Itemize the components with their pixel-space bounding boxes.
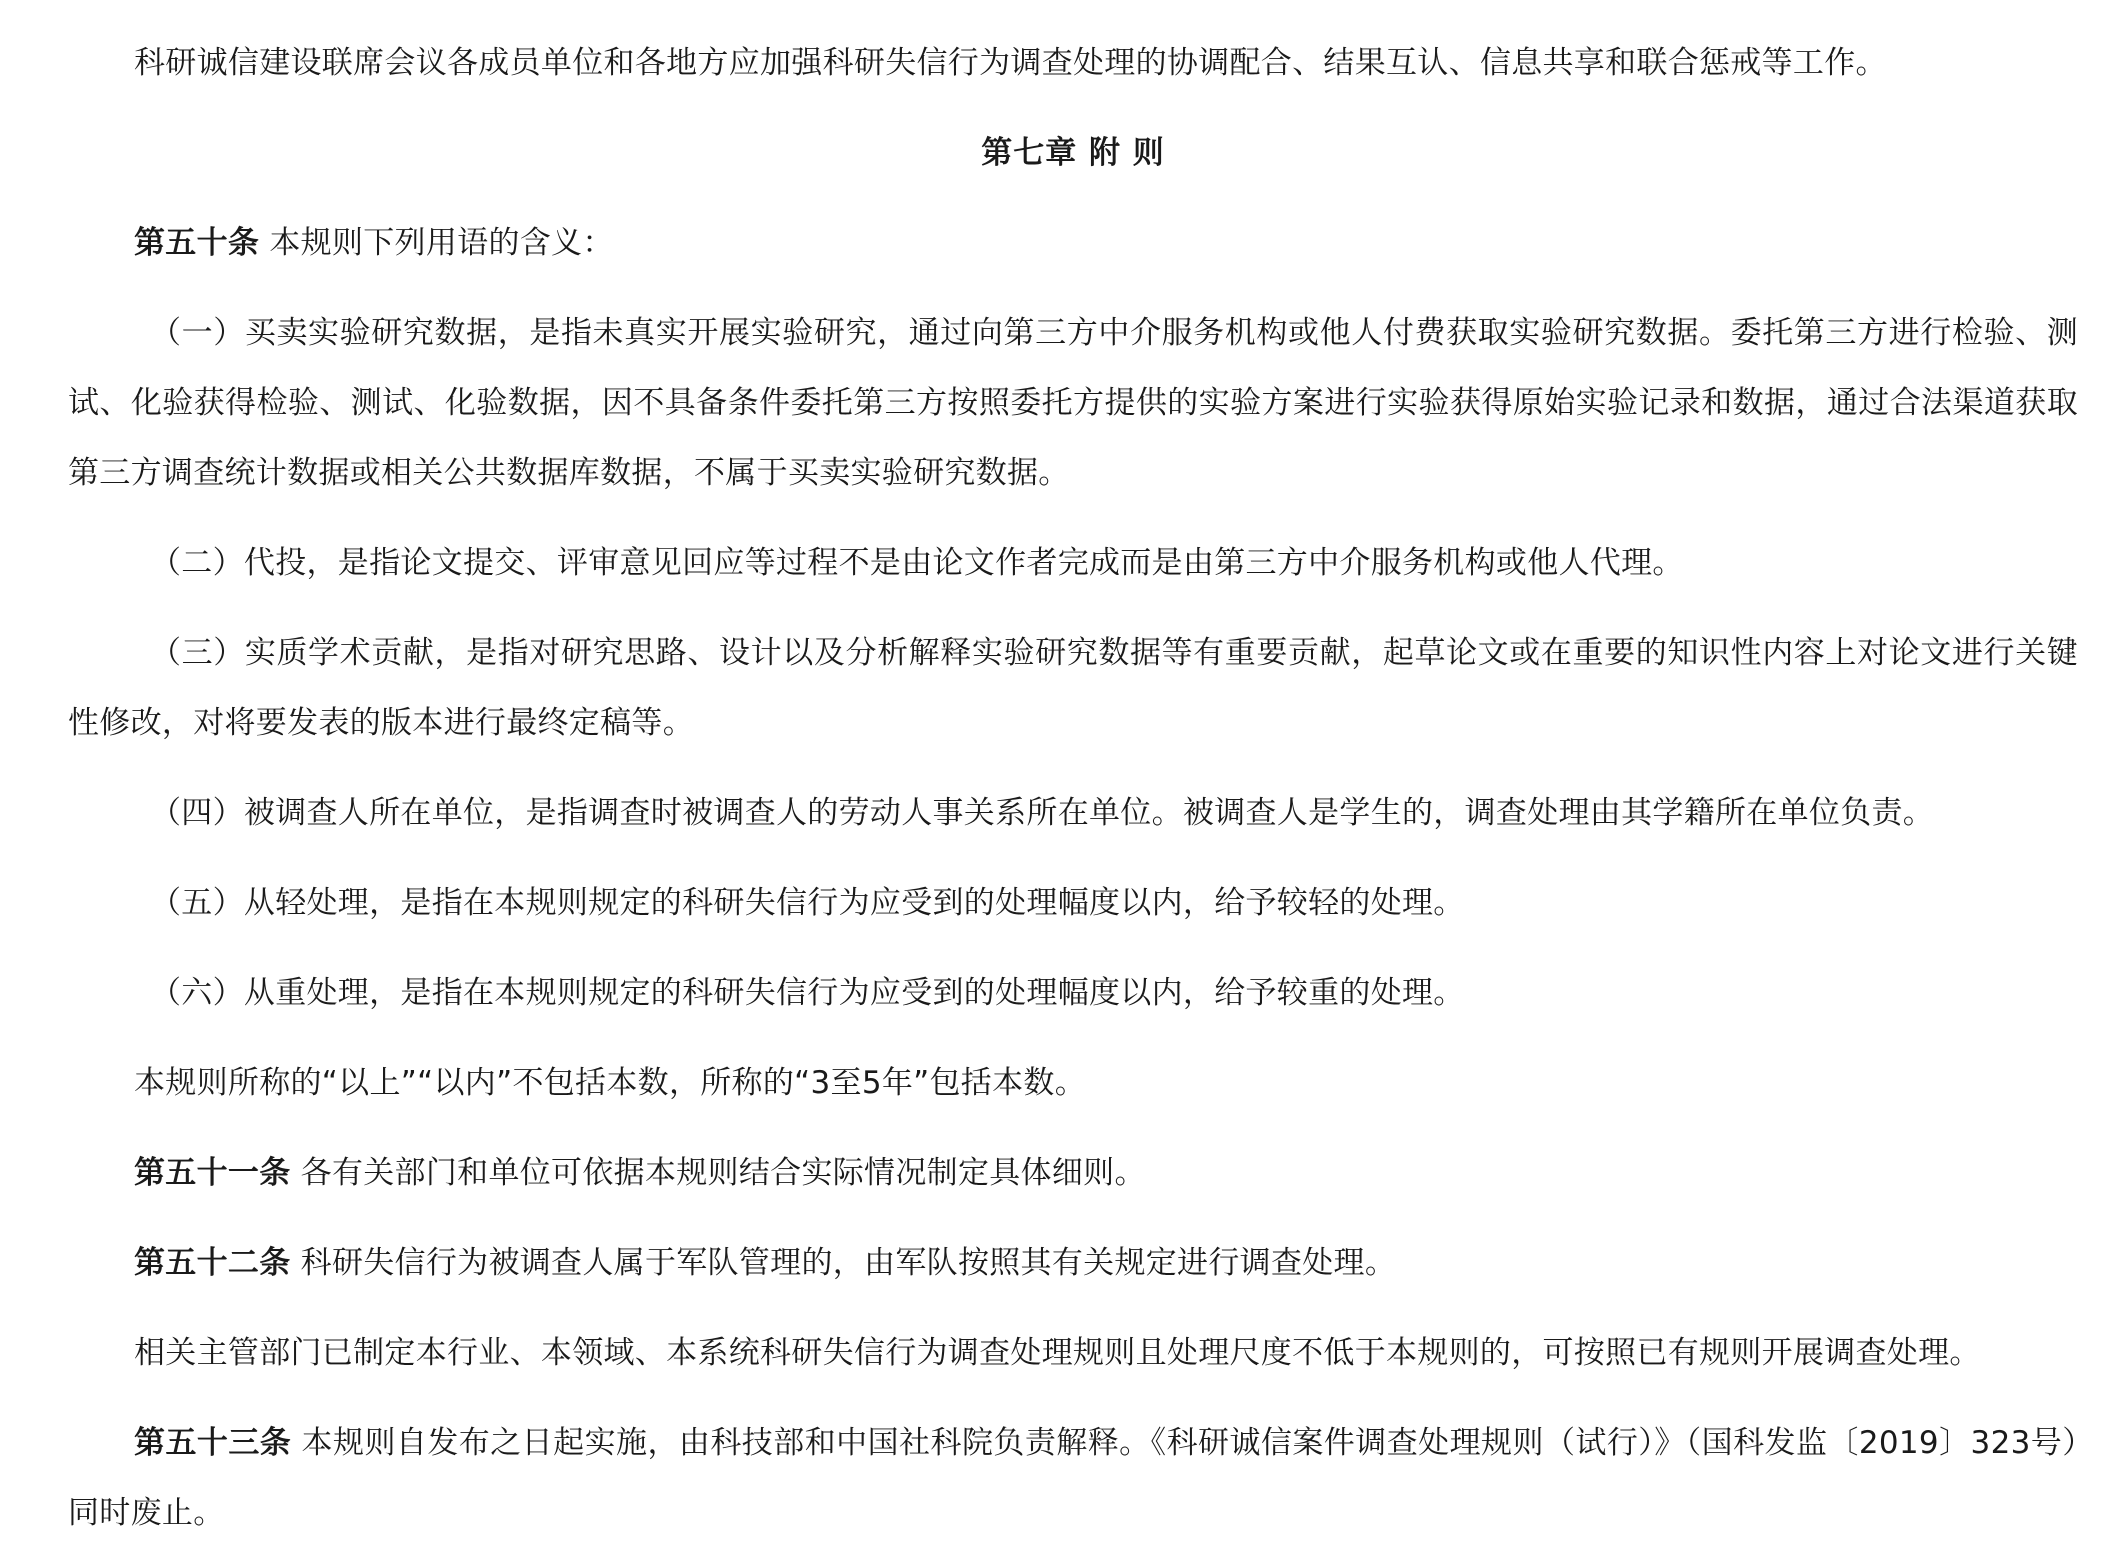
article-51-label: 第五十一条	[134, 1155, 291, 1191]
numbers-note: 本规则所称的“以上”“以内”不包括本数，所称的“3至5年”包括本数。	[134, 1065, 1087, 1101]
article-50-text: 本规则下列用语的含义：	[259, 225, 614, 261]
definition-item-1: （一）买卖实验研究数据，是指未真实开展实验研究，通过向第三方中介服务机构或他人付费获取实验研究数据。委托第三方进行检验、测试、化验获得检验、测试、化验数据，因不具备条件委托第三方按照委托方提供的实验方案进行实验获得原始实验记录和数据，通过合法渠道获取第三方调查统计数据或相关公共数据库数据，不属于买卖实验研究数据。	[68, 315, 2078, 491]
chapter-title: 第七章 附 则	[981, 135, 1165, 171]
article-53-text: 本规则自发布之日起实施，由科技部和中国社科院负责解释。《科研诚信案件调查处理规则（试行）》（国科发监〔2019〕323号）同时废止。	[68, 1425, 2079, 1531]
article-50	[68, 208, 2078, 278]
article-51-text: 各有关部门和单位可依据本规则结合实际情况制定具体细则。	[290, 1155, 1146, 1191]
definition-item-3: （三）实质学术贡献，是指对研究思路、设计以及分析解释实验研究数据等有重要贡献，起草论文或在重要的知识性内容上对论文进行关键性修改，对将要发表的版本进行最终定稿等。	[68, 635, 2078, 741]
definition-item-2: （二）代投，是指论文提交、评审意见回应等过程不是由论文作者完成而是由第三方中介服务机构或他人代理。	[150, 545, 1684, 581]
article-52-text: 科研失信行为被调查人属于军队管理的，由军队按照其有关规定进行调查处理。	[290, 1245, 1397, 1281]
article-52-label: 第五十二条	[134, 1245, 291, 1281]
article-52	[68, 1228, 2078, 1298]
intro-paragraph: 科研诚信建设联席会议各成员单位和各地方应加强科研失信行为调查处理的协调配合、结果互认、信息共享和联合惩戒等工作。	[134, 45, 1887, 81]
definition-item-4: （四）被调查人所在单位，是指调查时被调查人的劳动人事关系所在单位。被调查人是学生的，调查处理由其学籍所在单位负责。	[150, 795, 1935, 831]
article-51	[68, 1138, 2078, 1208]
article-50-label: 第五十条	[134, 225, 260, 261]
article-52-note: 相关主管部门已制定本行业、本领域、本系统科研失信行为调查处理规则且处理尺度不低于本规则的，可按照已有规则开展调查处理。	[134, 1335, 1981, 1371]
document-body	[68, 28, 2078, 1568]
definition-item-6: （六）从重处理，是指在本规则规定的科研失信行为应受到的处理幅度以内，给予较重的处理。	[150, 975, 1465, 1011]
article-53-label: 第五十三条	[134, 1425, 292, 1461]
article-53	[68, 1408, 2078, 1548]
definition-item-5: （五）从轻处理，是指在本规则规定的科研失信行为应受到的处理幅度以内，给予较轻的处理。	[150, 885, 1465, 921]
